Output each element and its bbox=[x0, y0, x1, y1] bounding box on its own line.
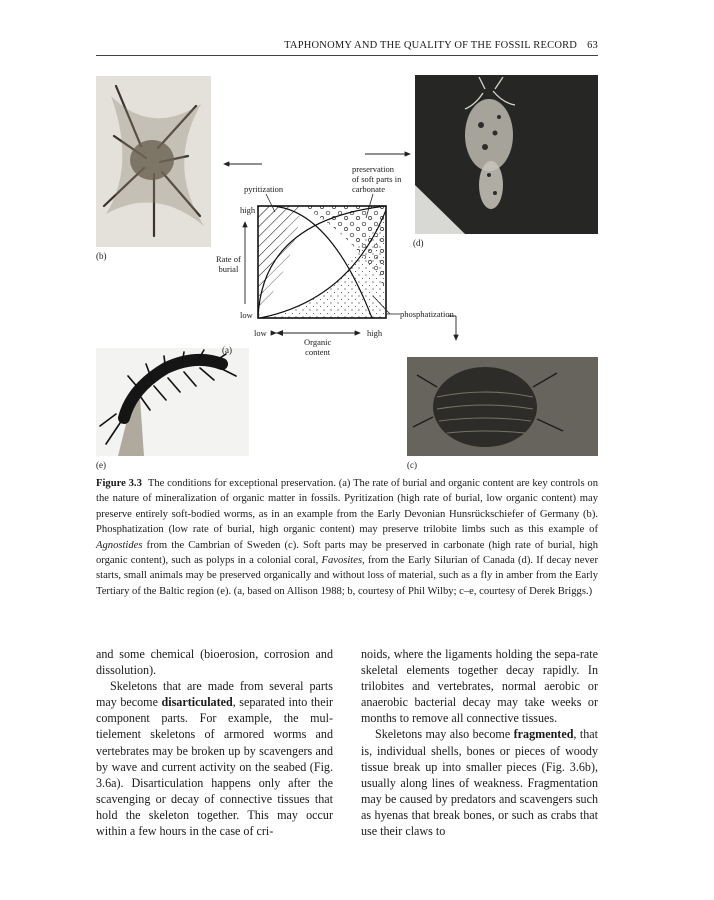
panel-label-c: (c) bbox=[407, 460, 417, 470]
paragraph-text: , separated into their component parts. For example, the mul-tielement skeletons of armored worms and vertebrates may be broken up by scavengers and by wave and current activity on the seabed (Fig. 3.6a). Disarticulation happens only after the scavenging or decay of connective tissues that hold the skeleton together. This may occur within a few hours in the case of cri- bbox=[96, 695, 333, 839]
caption-text-3: , from the Early Silurian of Canada (d). If decay never starts, small animals may be preserved organically and without loss of material, such as a fly in amber from the Early Tertiary of the Baltic region (e). (a, based on Allison 1988; b, courtesy of Phil Wilby; c–e, courtesy of Derek Briggs.) bbox=[96, 555, 599, 597]
label-x-low: low bbox=[254, 328, 267, 338]
paragraph-text: Skeletons that are made from several parts may become bbox=[96, 679, 333, 710]
label-x-high: high bbox=[367, 328, 383, 338]
label-y-axis-line2: burial bbox=[218, 264, 239, 274]
body-column-right bbox=[361, 646, 598, 839]
caption-italic-favosites: Favosites bbox=[321, 555, 363, 567]
label-x-axis-line1: Organic bbox=[304, 337, 332, 347]
paragraph bbox=[361, 726, 598, 839]
panel-label-e: (e) bbox=[96, 460, 106, 470]
paragraph: and some chemical (bioerosion, corrosion and dissolution). bbox=[96, 647, 333, 678]
term-fragmented: fragmented bbox=[513, 727, 574, 742]
label-y-axis bbox=[216, 254, 241, 274]
figure-caption bbox=[96, 476, 598, 599]
label-y-high: high bbox=[240, 205, 256, 215]
label-carbonate-line2: of soft parts in bbox=[352, 174, 402, 184]
body-column-left bbox=[96, 646, 333, 839]
paragraph-text: Skeletons may also become bbox=[375, 727, 514, 742]
caption-text-1: The conditions for exceptional preservation. (a) The rate of burial and organic content are key controls on the nature of mineralization of organic matter in fossils. Pyritization (high rate of burial, low organic content) may preserve entirely soft-bodied worms, as in an example from the Early Devonian Hunsrückschiefer of Germany (b). Phosphatization (low rate of burial, high organic content) may preserve trilobite limbs such as this example of bbox=[96, 478, 598, 536]
label-x-axis-line2: content bbox=[305, 347, 331, 357]
label-carbonate bbox=[352, 164, 401, 194]
label-y-axis-line1: Rate of bbox=[216, 254, 241, 264]
label-y-low: low bbox=[240, 310, 253, 320]
label-x-axis bbox=[304, 337, 331, 357]
panel-label-a: (a) bbox=[222, 345, 232, 355]
page-number: 63 bbox=[587, 40, 598, 51]
paragraph bbox=[96, 678, 333, 839]
caption-label: Figure 3.3 bbox=[96, 478, 142, 489]
label-phosphatization: phosphatization bbox=[400, 309, 454, 319]
panel-label-d: (d) bbox=[413, 238, 424, 248]
label-pyritization: pyritization bbox=[244, 184, 284, 194]
paragraph: noids, where the ligaments holding the sepa-rate skeletal elements together decay rapidly. In trilobites and vertebrates, normal aerobic or anaerobic bacterial decay may take weeks or months to remove all connective tissues. bbox=[361, 647, 598, 726]
label-carbonate-line3: carbonate bbox=[352, 184, 386, 194]
panel-label-b: (b) bbox=[96, 251, 107, 261]
running-title: TAPHONOMY AND THE QUALITY OF THE FOSSIL RECORD bbox=[284, 40, 578, 51]
caption-italic-agnostides: Agnostides bbox=[96, 539, 143, 551]
caption-text-2: from the Cambrian of Sweden (c). Soft parts may be preserved in carbonate (high rate of burial, high organic content), such as polyps in a colonial coral, bbox=[96, 539, 598, 567]
term-disarticulated: disarticulated bbox=[161, 695, 233, 710]
label-carbonate-line1: preservation bbox=[352, 164, 395, 174]
paragraph-text: , that is, individual shells, bones or pieces of woody tissue break up into smaller pieces (Fig. 3.6b), usually along lines of weakness. Fragmentation may be caused by predators and scavengers such as hyenas that break bones, or such as crabs that use their claws to bbox=[361, 727, 599, 839]
